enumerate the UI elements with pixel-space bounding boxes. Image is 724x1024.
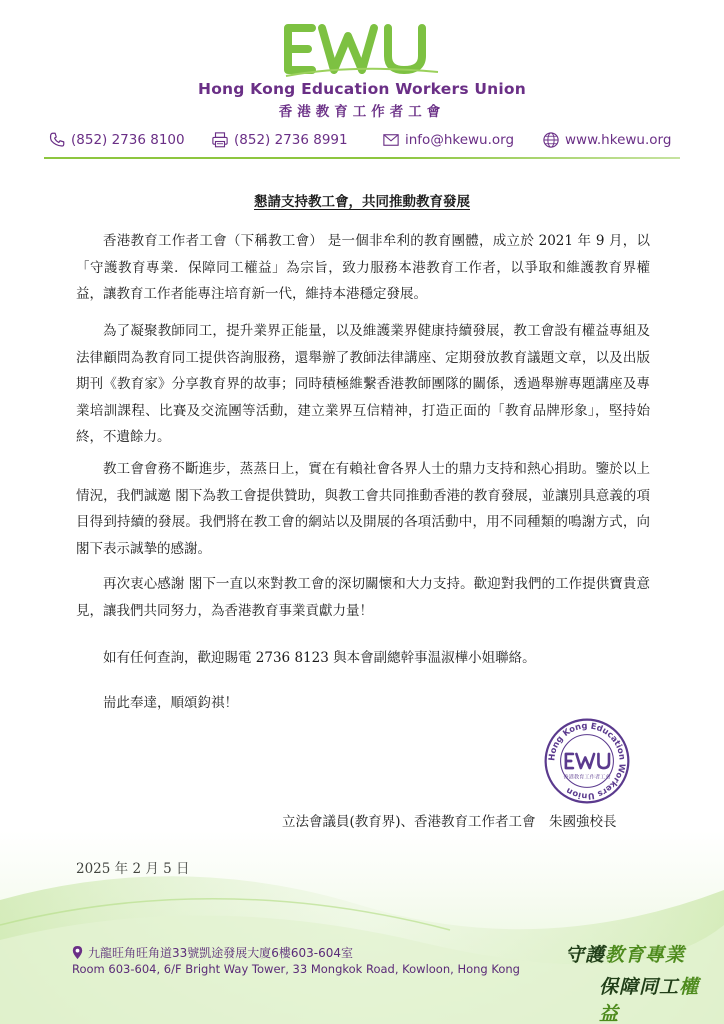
slogan-line-1-part-b: 教育專業 bbox=[605, 944, 686, 966]
website-url: www.hkewu.org bbox=[565, 132, 672, 148]
paragraph-intro: 香港教育工作者工會（下稱教工會） 是一個非牟利的教育團體，成立於 2021 年 9 月，以「守護教育專業．保障同工權益」為宗旨，致力服務本港教育工作者，以爭取和維護教育界權益，讓教育工作者能專注培育新一代，維持本港穩定發展。 bbox=[76, 233, 650, 302]
address-zh bbox=[71, 944, 353, 961]
email-address: info@hkewu.org bbox=[405, 132, 515, 148]
paragraph-sponsorship: 教工會會務不斷進步，蒸蒸日上，實在有賴社會各界人士的鼎力支持和熱心捐助。鑒於以上情況，我們誠邀 閣下為教工會提供贊助，與教工會共同推動香港的教育發展，並讓別具意義的項目得到持續的發展。我們將在教工會的網站以及開展的各項活動中，用不同種類的鳴謝方式，向閣下表示誠摯的感謝。 bbox=[76, 461, 650, 557]
slogan-line-1 bbox=[565, 940, 685, 967]
calligraphy-slogan bbox=[555, 940, 715, 1024]
slogan-line-1-part-a: 守護 bbox=[565, 944, 606, 966]
paragraph-thanks: 再次衷心感謝 閣下一直以來對教工會的深切關懷和大力支持。歡迎對我們的工作提供寶貴意見，讓我們共同努力，為香港教育事業貢獻力量！ bbox=[76, 576, 650, 619]
website-contact[interactable] bbox=[542, 131, 671, 149]
org-name-zh: 香港教育工作者工會 bbox=[278, 104, 446, 120]
org-name-en: Hong Kong Education Workers Union bbox=[198, 80, 526, 98]
letter-title: 懇請支持教工會，共同推動教育發展 bbox=[254, 194, 470, 210]
phone-contact[interactable] bbox=[48, 131, 185, 149]
phone-icon bbox=[48, 131, 66, 149]
address-en: Room 603-604, 6/F Bright Way Tower, 33 Mongkok Road, Kowloon, Hong Kong bbox=[72, 962, 520, 976]
fax-contact[interactable] bbox=[211, 131, 348, 149]
slogan-line-2-part-b: 權益 bbox=[599, 976, 700, 1024]
slogan-line-2-part-a: 保障同工 bbox=[599, 976, 680, 998]
paragraph-services: 為了凝聚教師同工，提升業界正能量，以及維護業界健康持續發展，教工會設有權益專組及法律顧問為教育同工提供咨詢服務，還舉辦了教師法律講座、定期發放教育議題文章，以及出版期刊《教育家》分享教育界的故事；同時積極維繫香港教師團隊的關係，透過舉辦專題講座及專業培訓課程、比賽及交流團等活動，建立業界互信精神，打造正面的「教育品牌形象」，堅持始終，不遺餘力。 bbox=[76, 323, 650, 445]
address-zh-text: 九龍旺角旺角道33號凱途發展大廈6樓603-604室 bbox=[88, 946, 354, 960]
fax-number: (852) 2736 8991 bbox=[234, 132, 348, 148]
ewu-logo bbox=[282, 20, 442, 78]
slogan-line-2 bbox=[599, 972, 715, 1024]
email-icon bbox=[382, 131, 400, 149]
location-pin-icon bbox=[71, 945, 84, 960]
paragraph-closing: 耑此奉達，順頌鈞祺！ bbox=[103, 695, 238, 711]
phone-number: (852) 2736 8100 bbox=[71, 132, 185, 148]
globe-icon bbox=[542, 131, 560, 149]
paragraph-enquiry: 如有任何查詢，歡迎賜電 2736 8123 與本會副總幹事温淑樺小姐聯絡。 bbox=[103, 650, 536, 666]
fax-icon bbox=[211, 131, 229, 149]
signature-line: 立法會議員(教育界)、香港教育工作者工會 朱國強校長 bbox=[282, 814, 617, 830]
seal-inner-text: 香港教育工作者工會 bbox=[563, 774, 611, 781]
email-contact[interactable] bbox=[382, 131, 514, 149]
union-seal bbox=[543, 717, 631, 805]
seal-ring-text: Hong Kong Education Workers Union bbox=[546, 720, 628, 802]
contact-bar bbox=[48, 131, 676, 157]
header-divider bbox=[44, 157, 680, 159]
